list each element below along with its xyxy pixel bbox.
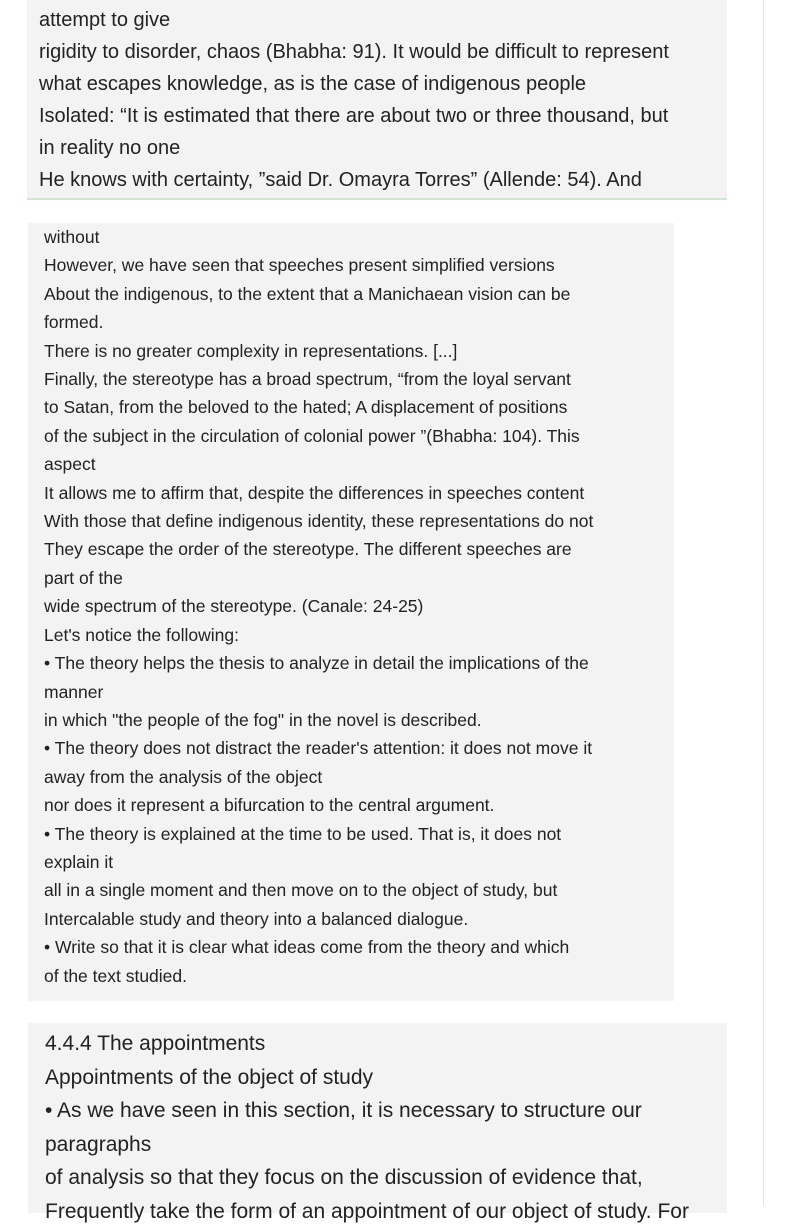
text-line: Frequently take the form of an appointment of our object of study. For — [45, 1195, 727, 1228]
text-line: explain it — [44, 848, 674, 876]
text-line: However, we have seen that speeches present simplified versions — [44, 251, 674, 279]
text-line: in which "the people of the fog" in the novel is described. — [44, 706, 674, 734]
bullet-line: • The theory does not distract the reader's attention: it does not move it — [44, 734, 674, 762]
text-line: all in a single moment and then move on to the object of study, but — [44, 876, 674, 904]
text-line: They escape the order of the stereotype. The different speeches are — [44, 535, 674, 563]
text-line: of the text studied. — [44, 962, 674, 990]
text-line: of the subject in the circulation of colonial power ”(Bhabha: 104). This — [44, 422, 674, 450]
text-line: rigidity to disorder, chaos (Bhabha: 91). It would be difficult to represent — [39, 36, 727, 68]
text-line: There is no greater complexity in representations. [...] — [44, 337, 674, 365]
text-line: It allows me to affirm that, despite the differences in speeches content — [44, 479, 674, 507]
text-line: With those that define indigenous identity, these representations do not — [44, 507, 674, 535]
bullet-line: • Write so that it is clear what ideas come from the theory and which — [44, 933, 674, 961]
scroll-track-divider — [763, 0, 764, 1205]
text-line: nor does it represent a bifurcation to the central argument. — [44, 791, 674, 819]
text-line: what escapes knowledge, as is the case of indigenous people — [39, 68, 727, 100]
text-line: formed. — [44, 308, 674, 336]
text-line: Let's notice the following: — [44, 621, 674, 649]
text-line: attempt to give — [39, 4, 727, 36]
text-line: About the indigenous, to the extent that a Manichaean vision can be — [44, 280, 674, 308]
text-block-bhabha-excerpt — [27, 0, 727, 200]
text-line: without — [44, 223, 674, 251]
text-line: Intercalable study and theory into a balanced dialogue. — [44, 905, 674, 933]
text-line: paragraphs — [45, 1128, 727, 1162]
text-line: of analysis so that they focus on the discussion of evidence that, — [45, 1161, 727, 1195]
text-line: aspect — [44, 450, 674, 478]
text-line: He knows with certainty, ”said Dr. Omayra Torres” (Allende: 54). And — [39, 164, 727, 196]
text-line: to Satan, from the beloved to the hated; A displacement of positions — [44, 393, 674, 421]
bullet-line: • As we have seen in this section, it is necessary to structure our — [45, 1094, 727, 1128]
text-line: manner — [44, 678, 674, 706]
text-line: part of the — [44, 564, 674, 592]
text-line: Finally, the stereotype has a broad spectrum, “from the loyal servant — [44, 365, 674, 393]
bullet-line: • The theory is explained at the time to be used. That is, it does not — [44, 820, 674, 848]
text-line: Appointments of the object of study — [45, 1061, 727, 1095]
text-line: away from the analysis of the object — [44, 763, 674, 791]
text-line: Isolated: “It is estimated that there are about two or three thousand, but — [39, 100, 727, 132]
text-line: wide spectrum of the stereotype. (Canale: 24-25) — [44, 592, 674, 620]
section-heading: 4.4.4 The appointments — [45, 1027, 727, 1061]
text-block-stereotype-theory — [28, 223, 674, 1001]
text-block-appointments — [28, 1023, 727, 1213]
bullet-line: • The theory helps the thesis to analyze in detail the implications of the — [44, 649, 674, 677]
text-line: in reality no one — [39, 132, 727, 164]
